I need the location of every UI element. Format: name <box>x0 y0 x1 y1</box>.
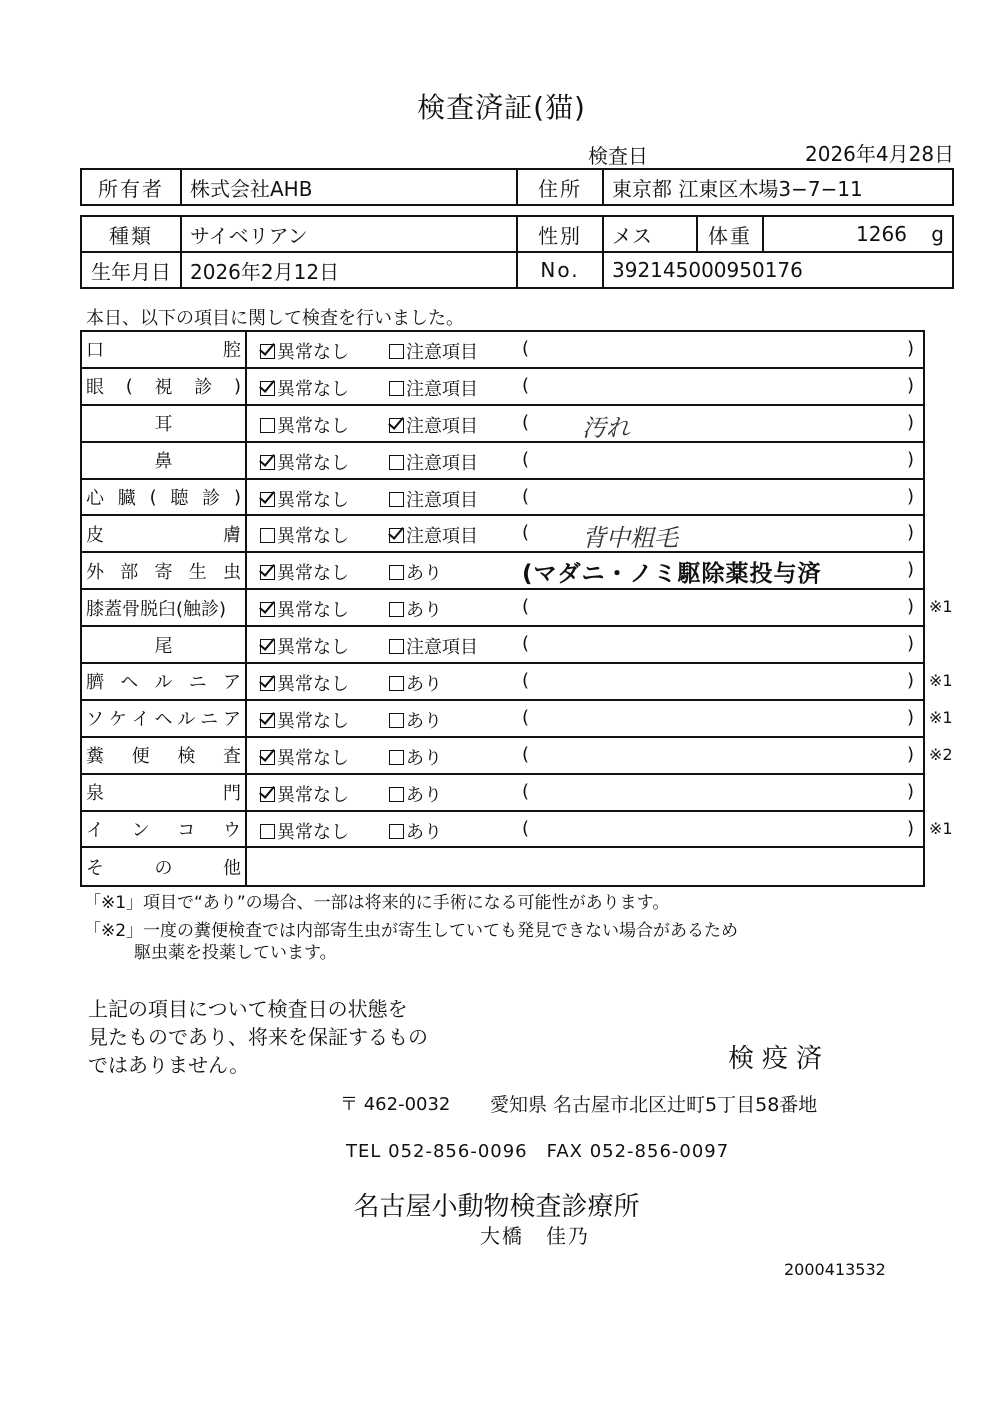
option-label: 異常なし <box>277 637 349 659</box>
option-label: 注意項目 <box>406 342 478 363</box>
option-attention[interactable] <box>389 522 478 548</box>
option-label: 注意項目 <box>406 452 478 474</box>
paren-open: ( <box>522 780 530 802</box>
option-normal[interactable] <box>260 338 349 364</box>
weight-label: 体重 <box>697 216 763 252</box>
option-normal[interactable] <box>260 707 349 733</box>
option-normal[interactable] <box>260 375 349 401</box>
option-label: あり <box>406 710 442 732</box>
tel-fax: TEL 052-856-0096 FAX 052-856-0097 <box>346 1141 730 1162</box>
checked-box-icon[interactable] <box>260 713 275 728</box>
paren-open: ( <box>522 706 530 728</box>
breed-label: 種類 <box>81 216 181 252</box>
row-item-name: 眼 ( 視 診 ) <box>82 369 247 404</box>
option-label: 異常なし <box>277 378 349 400</box>
exam-date-label: 検査日 <box>588 144 648 168</box>
inspection-row <box>82 590 923 627</box>
paren-open: ( <box>522 633 530 655</box>
paren-close: ) <box>907 559 915 581</box>
row-item-name: 鼻 <box>82 443 247 478</box>
footnote-ref-mark: ※2 <box>929 744 953 764</box>
no-value: 392145000950176 <box>603 252 953 288</box>
sex-label: 性別 <box>517 216 603 252</box>
row-item-name: イ ン コ ウ <box>82 812 247 847</box>
option-attention[interactable] <box>389 633 478 659</box>
option-label: 異常なし <box>277 821 349 843</box>
quarantine-stamp: 検疫済 <box>728 1044 831 1074</box>
option-label: あり <box>406 747 442 769</box>
option-label: 注意項目 <box>406 526 478 548</box>
inspection-row <box>82 332 923 369</box>
option-label: 異常なし <box>277 563 349 585</box>
option-attention[interactable] <box>389 559 442 585</box>
option-label: あり <box>406 600 442 622</box>
option-attention[interactable] <box>389 818 442 844</box>
paren-close: ) <box>907 338 915 359</box>
footnote-ref-mark: ※1 <box>929 818 953 838</box>
checked-box-icon[interactable] <box>260 381 275 396</box>
option-label: 注意項目 <box>406 378 478 400</box>
option-label: 異常なし <box>277 710 349 732</box>
checkbox-icon[interactable] <box>389 455 404 470</box>
inspection-row <box>82 701 923 738</box>
option-normal[interactable] <box>260 633 349 659</box>
row-item-name: 糞 便 検 査 <box>82 738 247 773</box>
paren-open: ( <box>522 411 530 433</box>
option-label: 注意項目 <box>406 489 478 511</box>
paren-close: ) <box>907 670 915 692</box>
row-note-handwritten: 背中粗毛 <box>582 524 678 553</box>
row-item-name: 外 部 寄 生 虫 <box>82 553 247 588</box>
paren-open: ( <box>522 561 534 588</box>
option-label: 注意項目 <box>406 637 478 659</box>
option-label: 注意項目 <box>406 415 478 437</box>
weight-cell <box>763 216 953 252</box>
option-attention[interactable] <box>389 412 478 438</box>
paren-close: ) <box>907 743 915 765</box>
clinic-name-text: 名古屋小動物検査診療所 <box>353 1192 640 1222</box>
option-attention[interactable] <box>389 670 442 696</box>
paren-close: ) <box>907 780 915 802</box>
inspection-row <box>82 406 923 443</box>
row-item-name: 心 臓 ( 聴 診 ) <box>82 480 247 515</box>
paren-open: ( <box>522 448 530 470</box>
footnote-2-continued: 駆虫薬を投薬しています。 <box>134 943 337 963</box>
checked-box-icon[interactable] <box>260 639 275 654</box>
paren-close: ) <box>907 485 915 507</box>
checkbox-icon[interactable] <box>260 528 275 543</box>
checkbox-icon[interactable] <box>389 824 404 839</box>
disclaimer: 上記の項目について検査日の状態を 見たものであり、将来を保証するもの ではありません。 <box>88 997 428 1077</box>
checked-box-icon[interactable] <box>260 676 275 691</box>
paren-open: ( <box>522 338 530 359</box>
paren-open: ( <box>522 522 530 544</box>
intro-text: 本日、以下の項目に関して検査を行いました。 <box>86 308 464 329</box>
checked-box-icon[interactable] <box>260 750 275 765</box>
checked-box-icon[interactable] <box>260 455 275 470</box>
animal-table <box>80 215 954 289</box>
option-normal[interactable] <box>260 670 349 696</box>
option-normal[interactable] <box>260 412 349 438</box>
footnote-2: 「※2」一度の糞便検査では内部寄生虫が寄生していても発見できない場合があるため <box>84 921 739 941</box>
paren-open: ( <box>522 374 530 396</box>
paren-close: ) <box>907 633 915 655</box>
option-label: 異常なし <box>277 489 349 511</box>
option-attention[interactable] <box>389 596 442 622</box>
row-item-name: 臍 ヘ ル ニ ア <box>82 664 247 699</box>
serial-number: 2000413532 <box>784 1260 886 1279</box>
option-attention[interactable] <box>389 707 442 733</box>
breed-value: サイベリアン <box>181 216 517 252</box>
footnote-ref-mark: ※1 <box>929 671 953 691</box>
option-normal[interactable] <box>260 449 349 475</box>
checkbox-icon[interactable] <box>260 418 275 433</box>
paren-close: ) <box>907 817 915 839</box>
owner-value: 株式会社AHB <box>181 169 517 205</box>
sex-value: メス <box>603 216 697 252</box>
paren-close: ) <box>907 448 915 470</box>
row-item-name: 皮 膚 <box>82 516 247 551</box>
row-item-name: そ の 他 <box>82 848 247 885</box>
option-label: 異常なし <box>277 600 349 622</box>
row-note-printed <box>522 555 822 588</box>
birth-value: 2026年2月12日 <box>181 252 517 288</box>
checkbox-icon[interactable] <box>389 344 404 359</box>
inspection-grid <box>80 330 925 887</box>
option-attention[interactable] <box>389 449 478 475</box>
option-normal[interactable] <box>260 559 349 585</box>
inspection-row <box>82 738 923 775</box>
paren-open: ( <box>522 596 530 618</box>
inspector-name: 大橋 佳乃 <box>480 1224 590 1248</box>
owner-label: 所有者 <box>81 169 181 205</box>
row-note-handwritten: 汚れ <box>582 413 630 442</box>
paren-open: ( <box>522 485 530 507</box>
checked-box-icon[interactable] <box>260 344 275 359</box>
option-attention[interactable] <box>389 486 478 512</box>
postal-code: 〒 462-0032 <box>340 1094 451 1115</box>
checkbox-icon[interactable] <box>389 602 404 617</box>
checked-box-icon[interactable] <box>260 602 275 617</box>
inspection-row <box>82 443 923 480</box>
option-label: あり <box>406 821 442 843</box>
option-normal[interactable] <box>260 781 349 807</box>
option-normal[interactable] <box>260 744 349 770</box>
option-label: あり <box>406 784 442 806</box>
weight-unit: g <box>931 222 944 246</box>
row-item-name: 泉 門 <box>82 775 247 810</box>
row-item-name: ソ ケ イ ヘ ル ニ ア <box>82 701 247 736</box>
checkbox-icon[interactable] <box>389 565 404 580</box>
birth-label: 生年月日 <box>81 252 181 288</box>
checkbox-icon[interactable] <box>389 787 404 802</box>
address-value: 東京都 江東区木場3−7−11 <box>603 169 953 205</box>
footnote-ref-mark: ※1 <box>929 597 953 617</box>
inspection-row <box>82 553 923 590</box>
option-label: 異常なし <box>277 747 349 769</box>
paren-close: ) <box>907 522 915 544</box>
option-normal[interactable] <box>260 818 349 844</box>
inspection-row <box>82 664 923 701</box>
paren-open: ( <box>522 670 530 692</box>
option-normal[interactable] <box>260 596 349 622</box>
option-label: 異常なし <box>277 342 349 363</box>
checkbox-icon[interactable] <box>389 750 404 765</box>
option-label: あり <box>406 674 442 696</box>
inspection-row <box>82 516 923 553</box>
option-normal[interactable] <box>260 522 349 548</box>
paren-close: ) <box>907 596 915 618</box>
address-label: 住所 <box>517 169 603 205</box>
checked-box-icon[interactable] <box>389 418 404 433</box>
checkbox-icon[interactable] <box>389 492 404 507</box>
inspection-row <box>82 775 923 812</box>
clinic-name <box>0 1186 1003 1223</box>
inspection-row <box>82 627 923 664</box>
paren-close: ) <box>907 411 915 433</box>
paren-close: ) <box>907 374 915 396</box>
inspection-row-other <box>82 848 923 885</box>
checkbox-icon[interactable] <box>389 381 404 396</box>
option-label: 異常なし <box>277 415 349 437</box>
option-normal[interactable] <box>260 486 349 512</box>
option-attention[interactable] <box>389 744 442 770</box>
row-item-name: 膝蓋骨脱臼(触診) <box>82 590 247 625</box>
option-label: 異常なし <box>277 784 349 806</box>
weight-value: 1266 <box>856 222 907 246</box>
checkbox-icon[interactable] <box>389 713 404 728</box>
row-item-name: 尾 <box>82 627 247 662</box>
footnote-1: 「※1」項目で“あり”の場合、一部は将来的に手術になる可能性があります。 <box>84 893 670 913</box>
no-label: No. <box>517 252 603 288</box>
paren-open: ( <box>522 743 530 765</box>
paren-open: ( <box>522 817 530 839</box>
checkbox-icon[interactable] <box>389 639 404 654</box>
option-label: 異常なし <box>277 674 349 696</box>
option-attention[interactable] <box>389 375 478 401</box>
option-label: あり <box>406 563 442 585</box>
row-item-name: 口 腔 <box>82 332 247 367</box>
checked-box-icon[interactable] <box>260 492 275 507</box>
inspection-row <box>82 812 923 849</box>
paren-close: ) <box>907 706 915 728</box>
checkbox-icon[interactable] <box>260 824 275 839</box>
checked-box-icon[interactable] <box>260 565 275 580</box>
checkbox-icon[interactable] <box>389 676 404 691</box>
footnote-ref-mark: ※1 <box>929 708 953 727</box>
row-item-name: 耳 <box>82 406 247 441</box>
exam-date: 2026年4月28日 <box>805 142 955 166</box>
inspection-row <box>82 369 923 406</box>
option-label: 異常なし <box>277 526 349 548</box>
inspection-row <box>82 480 923 517</box>
checked-box-icon[interactable] <box>389 528 404 543</box>
checked-box-icon[interactable] <box>260 787 275 802</box>
clinic-address: 愛知県 名古屋市北区辻町5丁目58番地 <box>490 1094 818 1116</box>
document-title: 検査済証(猫) <box>417 91 586 124</box>
note-text: マダニ・ノミ駆除薬投与済 <box>533 561 822 588</box>
option-attention[interactable] <box>389 338 478 364</box>
owner-table <box>80 168 954 206</box>
option-label: 異常なし <box>277 452 349 474</box>
option-attention[interactable] <box>389 781 442 807</box>
